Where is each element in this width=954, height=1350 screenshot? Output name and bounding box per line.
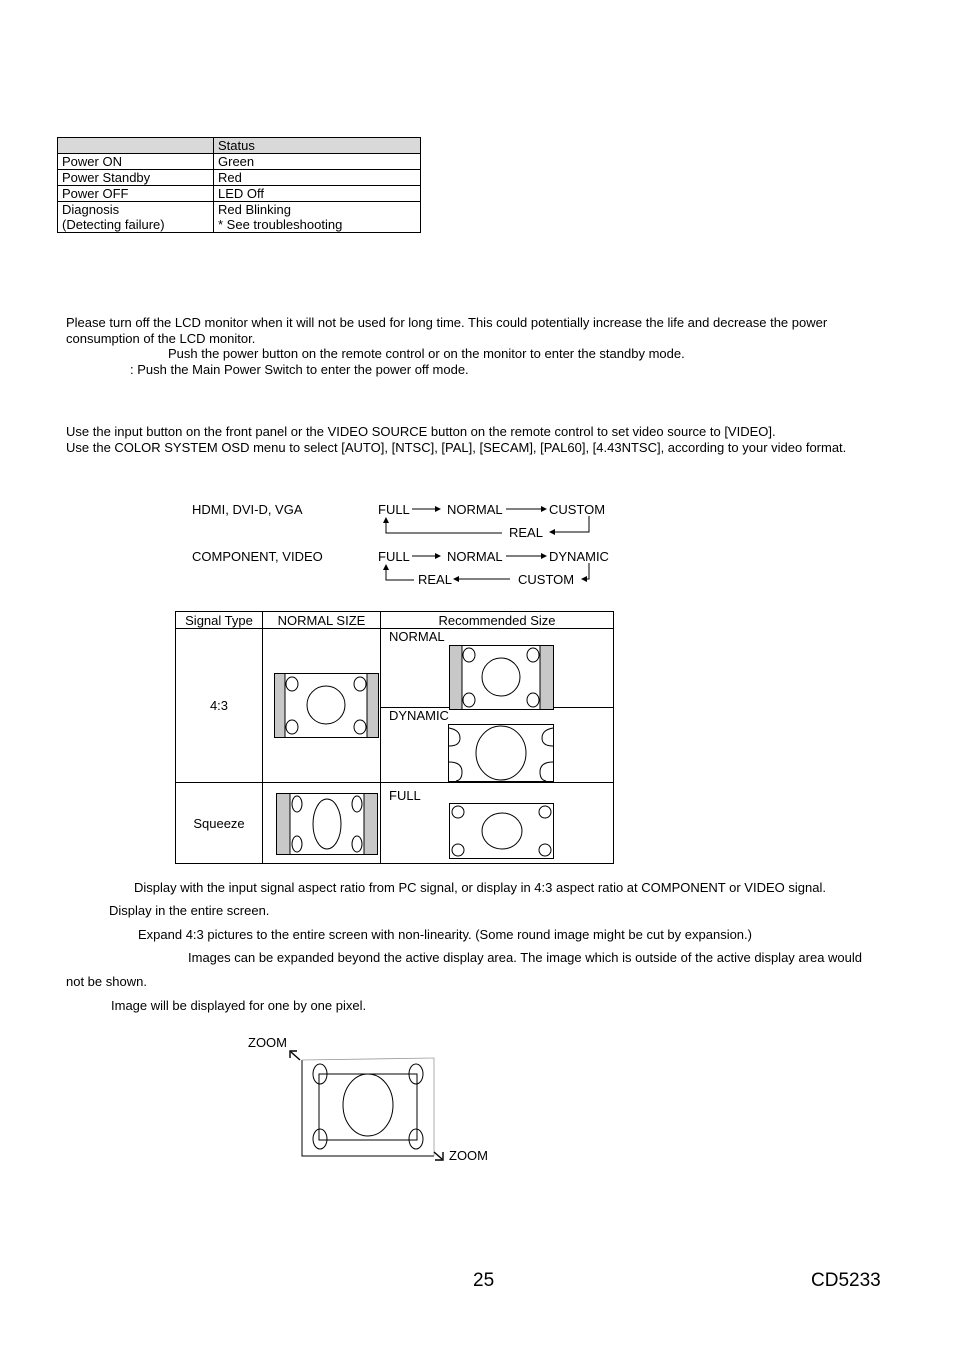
table-row — [58, 154, 421, 170]
model-number: CD5233 — [811, 1270, 881, 1291]
description-real: Image will be displayed for one by one pixel. — [111, 998, 367, 1013]
table-row — [58, 170, 421, 186]
flow1-normal: NORMAL — [447, 502, 503, 517]
table-header-row — [176, 612, 614, 629]
flow2-dynamic: DYNAMIC — [549, 549, 609, 564]
description-normal: Display with the input signal aspect ratio from PC signal, or display in 4:3 aspect ratio at COMPONENT or VIDEO signal. — [134, 880, 826, 895]
table-cell: Green — [214, 154, 421, 170]
dynamic-expanded-image — [448, 724, 554, 782]
picture-size-table — [175, 611, 614, 864]
power-standby-text: Push the power button on the remote control or on the monitor to enter the standby mode. — [168, 346, 685, 361]
signal-type-cell: 4:3 — [176, 629, 263, 783]
table-cell: Red — [214, 170, 421, 186]
flow2-source: COMPONENT, VIDEO — [192, 549, 323, 564]
table-cell: LED Off — [214, 186, 421, 202]
zoom-label-bottom: ZOOM — [449, 1148, 488, 1163]
flow2-full: FULL — [378, 549, 410, 564]
squeeze-image — [276, 793, 378, 855]
table-header-cell: Signal Type — [176, 612, 263, 629]
table-row — [176, 783, 614, 864]
recommended-normal-cell — [381, 629, 614, 708]
description-custom-cont: not be shown. — [66, 974, 147, 989]
description-full: Display in the entire screen. — [109, 903, 270, 918]
description-dynamic: Expand 4:3 pictures to the entire screen with non-linearity. (Some round image might be cut by expansion.) — [138, 927, 752, 942]
flow1-arrows — [370, 500, 610, 540]
table-row — [58, 186, 421, 202]
normal-size-cell — [263, 783, 381, 864]
led-status-table — [57, 137, 421, 233]
description-custom: Images can be expanded beyond the active display area. The image which is outside of the active display area would — [188, 950, 863, 965]
pillarbox-normal-image — [449, 645, 554, 710]
full-image — [449, 803, 554, 859]
power-paragraph-1: Please turn off the LCD monitor when it will not be used for long time. This could potentially increase the life and decrease the power — [66, 315, 828, 330]
video-paragraph-1: Use the input button on the front panel or the VIDEO SOURCE button on the remote control to set video source to [VIDEO]. — [66, 424, 776, 439]
table-header-cell — [58, 138, 214, 154]
power-paragraph-2: consumption of the LCD monitor. — [66, 331, 256, 346]
table-cell: Power Standby — [58, 170, 214, 186]
zoom-label-top: ZOOM — [248, 1035, 287, 1050]
zoom-arrow-bottom-icon — [434, 1152, 443, 1160]
page-number: 25 — [473, 1270, 495, 1291]
recommended-label: FULL — [389, 788, 421, 803]
power-off-text: : Push the Main Power Switch to enter the power off mode. — [130, 362, 469, 377]
flow2-custom: CUSTOM — [518, 572, 575, 587]
normal-size-cell — [263, 629, 381, 783]
flow2-real: REAL — [418, 572, 452, 587]
table-cell: Diagnosis (Detecting failure) — [58, 202, 214, 233]
recommended-dynamic-cell — [381, 708, 614, 783]
flow1-custom: CUSTOM — [549, 502, 606, 517]
table-header-row — [58, 138, 421, 154]
flow2-normal: NORMAL — [447, 549, 503, 564]
video-paragraph-2: Use the COLOR SYSTEM OSD menu to select [AUTO], [NTSC], [PAL], [SECAM], [PAL60], [4.43NTSC], according to your video format. — [66, 440, 847, 455]
flow1-full: FULL — [378, 502, 410, 517]
pillarbox-4-3-image — [274, 673, 379, 738]
table-row — [58, 202, 421, 233]
table-header-cell: Status — [214, 138, 421, 154]
signal-type-cell: Squeeze — [176, 783, 263, 864]
zoom-arrow-top-icon — [290, 1051, 300, 1060]
flow1-real: REAL — [509, 525, 543, 540]
table-row — [176, 629, 614, 708]
recommended-label: NORMAL — [389, 629, 445, 644]
table-header-cell: Recommended Size — [381, 612, 614, 629]
table-cell: Power OFF — [58, 186, 214, 202]
flow2-arrows — [370, 547, 610, 587]
table-header-cell: NORMAL SIZE — [263, 612, 381, 629]
table-cell: Power ON — [58, 154, 214, 170]
table-cell: Red Blinking * See troubleshooting — [214, 202, 421, 233]
recommended-full-cell — [381, 783, 614, 864]
zoom-diagram — [286, 1048, 448, 1164]
recommended-label: DYNAMIC — [389, 708, 449, 723]
flow1-source: HDMI, DVI-D, VGA — [192, 502, 303, 517]
